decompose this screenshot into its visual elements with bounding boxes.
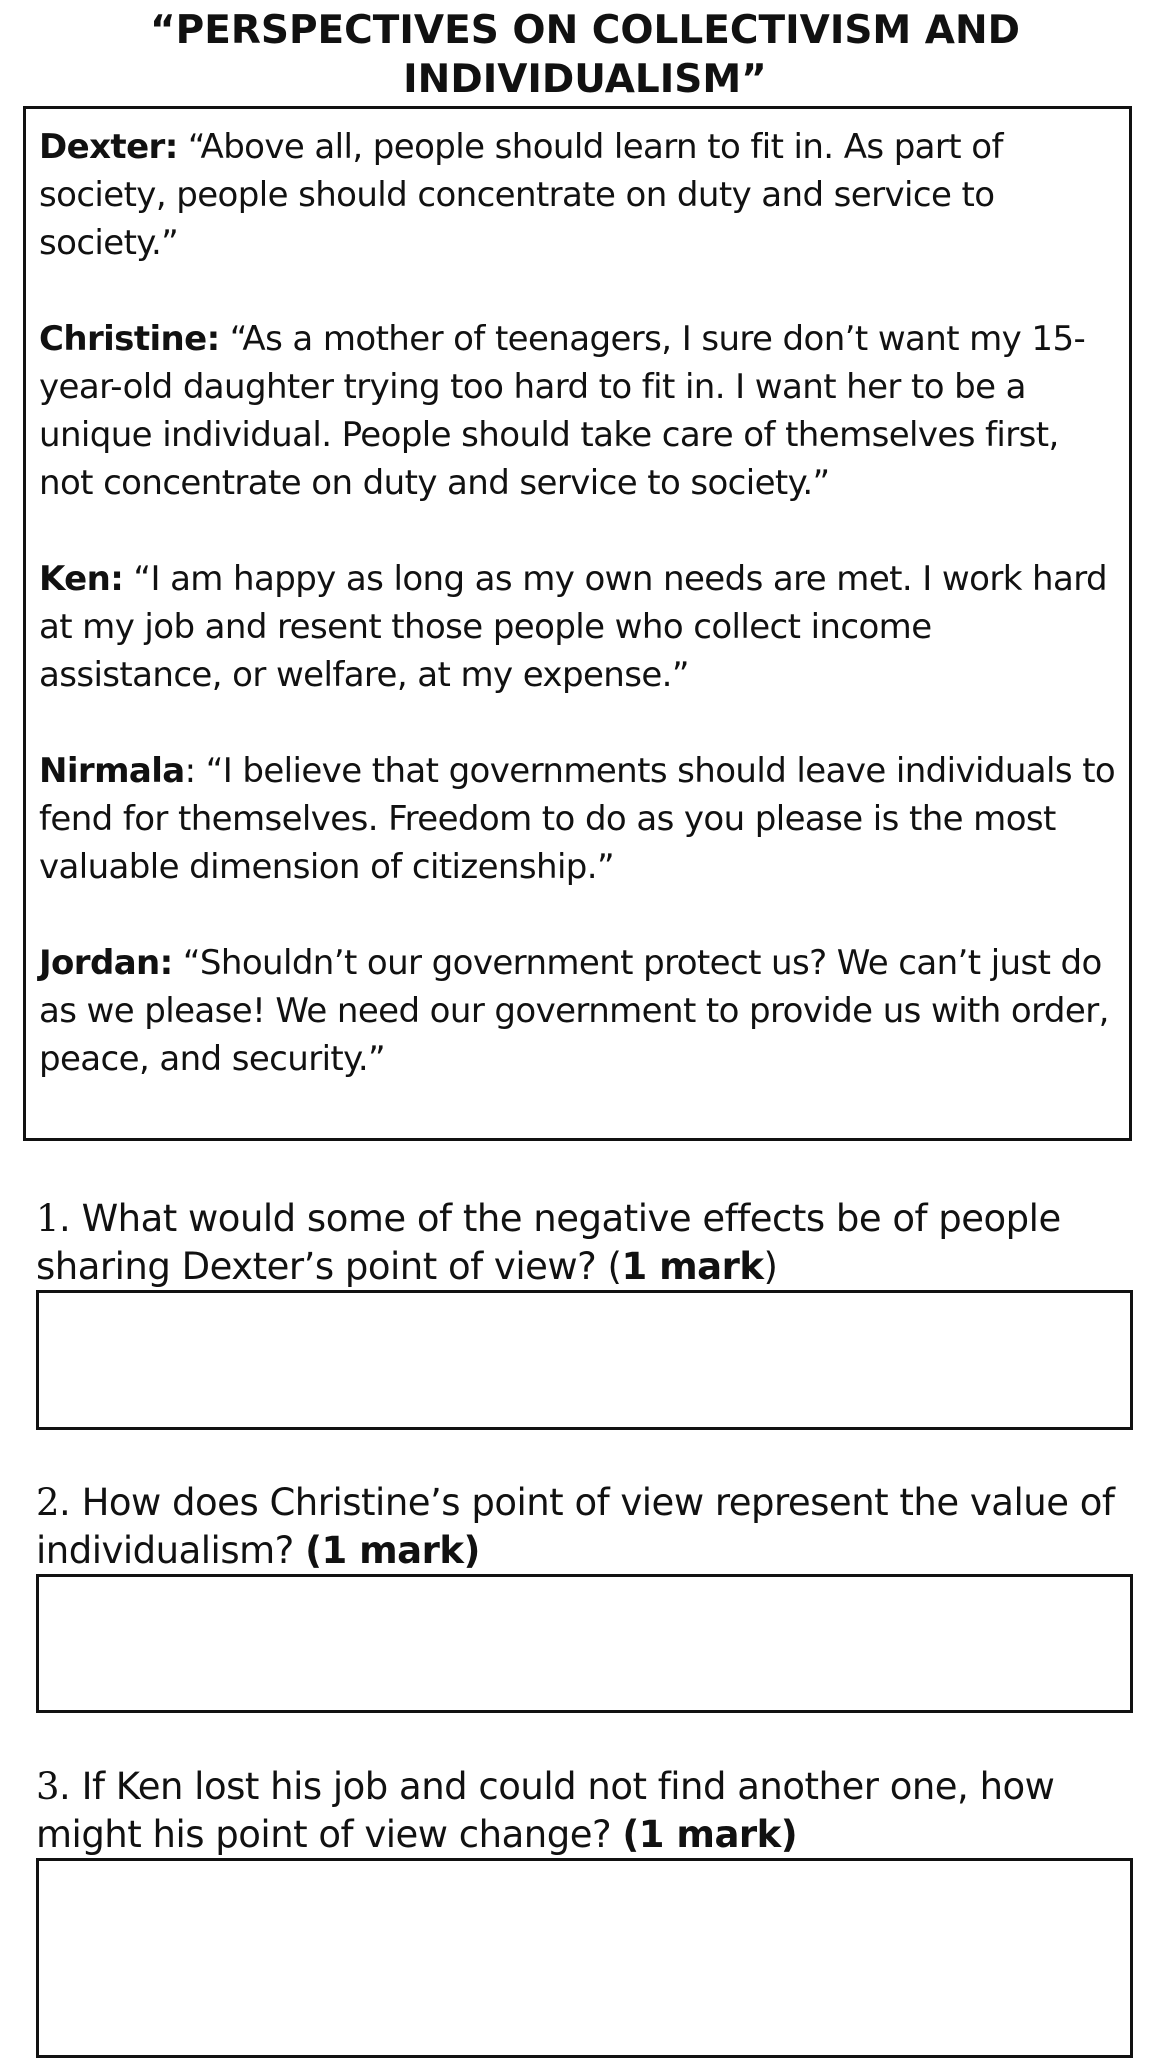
quote-text: : “I believe that governments should leave individuals to fend for themselves. Freedom to do as you please is the most valuable dimension of citizenship.” xyxy=(39,751,1116,887)
answer-box-2[interactable] xyxy=(36,1574,1133,1713)
question-number: 1 xyxy=(36,1197,60,1240)
question-mark-value: (1 mark) xyxy=(305,1529,480,1572)
question-1 xyxy=(36,1195,1146,1291)
speaker-name: Nirmala xyxy=(39,751,185,791)
question-text: . How does Christine’s point of view represent the value of individualism? xyxy=(36,1481,1115,1572)
speaker-name: Ken: xyxy=(39,559,124,599)
quote-dexter xyxy=(39,123,1119,267)
question-3 xyxy=(36,1763,1146,1859)
question-number: 2 xyxy=(36,1481,60,1524)
quotes-box xyxy=(23,106,1132,1141)
quote-text: “I am happy as long as my own needs are met. I work hard at my job and resent those people who collect income assistance, or welfare, at my expense.” xyxy=(39,559,1107,695)
quote-text: “Above all, people should learn to fit in. As part of society, people should concentrate on duty and service to society.” xyxy=(39,127,1003,263)
question-mark-value: (1 mark) xyxy=(622,1813,798,1856)
quote-text: “As a mother of teenagers, I sure don’t want my 15-year-old daughter trying too hard to fit in. I want her to be a unique individual. People should take care of themselves first, not concentrate on duty and service to society.” xyxy=(39,319,1086,503)
speaker-name: Dexter: xyxy=(39,127,178,167)
speaker-name: Christine: xyxy=(39,319,220,359)
quote-christine xyxy=(39,315,1119,507)
quote-ken xyxy=(39,555,1119,699)
speaker-name: Jordan: xyxy=(39,943,173,983)
answer-box-3[interactable] xyxy=(36,1858,1133,2058)
quote-nirmala xyxy=(39,747,1119,891)
quote-jordan xyxy=(39,939,1119,1083)
question-text: . If Ken lost his job and could not find another one, how might his point of view change? xyxy=(36,1765,1055,1856)
question-text-end: ) xyxy=(763,1245,778,1288)
question-2 xyxy=(36,1479,1146,1575)
question-text: . What would some of the negative effects be of people sharing Dexter’s point of view? ( xyxy=(36,1197,1061,1288)
question-number: 3 xyxy=(36,1765,60,1808)
worksheet-title: “PERSPECTIVES ON COLLECTIVISM AND INDIVIDUALISM” xyxy=(149,8,1021,102)
question-mark-value: 1 mark xyxy=(621,1245,764,1288)
answer-box-1[interactable] xyxy=(36,1290,1133,1430)
quote-text: “Shouldn’t our government protect us? We can’t just do as we please! We need our government to provide us with order, peace, and security.” xyxy=(39,943,1109,1079)
